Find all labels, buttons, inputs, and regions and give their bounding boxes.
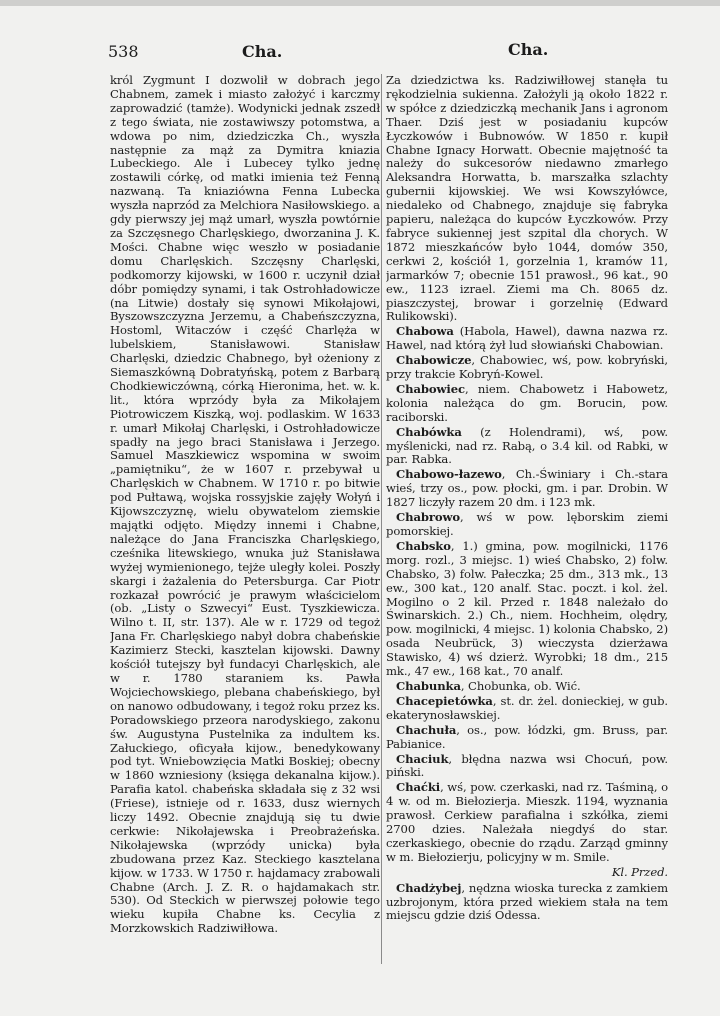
left-column <box>110 74 380 974</box>
running-head-left: Cha. <box>242 42 283 61</box>
running-head-right: Cha. <box>508 40 549 59</box>
entry-text: , Chabowiec, wś, pow. kobryński, przy trakcie Kobryń-Kowel. <box>386 353 668 382</box>
right-column <box>386 74 668 974</box>
entry-chabsko <box>386 540 668 679</box>
headword: Chabówka <box>396 424 462 439</box>
entry-text: (Habola, Hawel), dawna nazwa rz. Hawel, nad którą żył lud słowiański Chabowian. <box>386 324 668 353</box>
headword: Chabowicze <box>396 353 472 368</box>
entry-chaciuk <box>386 753 668 781</box>
entry-text: (z Holendrami), wś, pow. myślenicki, nad rz. Rabą, o 3.4 kil. od Rabki, w par. Rabka. <box>386 424 668 467</box>
entry-chabowo-lazewo <box>386 468 668 510</box>
entry-chabrowo <box>386 511 668 539</box>
headword: Chacepietówka <box>396 693 493 708</box>
left-column-text: król Zygmunt I dozwolił w dobrach jego Chabnem, zamek i miasto założyć i karczmy zaprowadzić (tamże). Wodynicki jednak zszedł z tego świata, nie zostawiwszy potomstwa, a wdowa po nim, dziedziczka Ch., wyszła następnie za mąż za Dymitra kniazia Lubeckiego. Ale i Lubecey tylko jednę zostawili córkę, od matki imienia też Fenną nazwaną. Ta kniaziówna Fenna Lubecka wyszła naprzód za Melchiora Nasiłowskiego. a gdy pierwszy jej mąż umarł, wyszła powtórnie za Szczęsnego Charlęskiego, dworzanina J. K. Mości. Chabne więc weszło w posiadanie domu Charlęskich. Szczęsny Charlęski, podkomorzy kijowski, w 1600 r. uczynił dział dóbr pomiędzy synami, i tak Ostrohładowicze (na Litwie) dostały się synowi Mikołajowi, Byszowszczyzna Jerzemu, a Chabeńszczyzna, Hostoml, Witaczów i część Charlęża w lubelskiem, Stanisławowi. Stanisław Charlęski, dziedzic Chabnego, był ożeniony z Siemaszkówną Dobratyńską, potem z Barbarą Chodkiewiczówną, córką Hieronima, het. w. k. lit., która wprzódy była za Mikołajem Piotrowiczem Kiszką, woj. podlaskim. W 1633 r. umarł Mikołaj Charlęski, i Ostrohładowicze spadły na jego braci Stanisława i Jerzego. Samuel Maszkiewicz wspomina w swoim „pamiętniku“, że w 1607 r. przebywał u Charlęskich w Chabnem. W 1710 r. po bitwie pod Pułtawą, wojska rossyjskie zajęły Wołyń i Kijowszczyznę, wielu obywatelom ziemskie majątki odjęto. Między innemi i Chabne, należące do Jana Franciszka Charlęskiego, cześnika litewskiego, wnuka już Stanisława wyżej wymienionego, tejże uległy kolei. Poszły skargi i żażalenia do Petersburga. Car Piotr rozkazał powrócić je prawym właścicielom (ob. „Listy o Szwecyi“ Eust. Tyszkiewicza. Wilno t. II, str. 137). Ale w r. 1729 od tegoż Jana Fr. Charlęskiego nabył dobra chabeńskie Kazimierz Stecki, kasztelan kijowski. Dawny kościół tutejszy był fundacyi Charlęskich, ale w r. 1780 staraniem ks. Pawła Wojciechowskiego, plebana chabeńskiego, był on nanowo odbudowany, i tegoż roku przez ks. Poradowskiego przeora narodyskiego, zakonu św. Augustyna Pustelnika za indultem ks. Załuckiego, oficyała kijow., benedykowany pod tyt. Wniebowzięcia Matki Boskiej; obecny w 1860 wzniesiony (księga dekanalna kijow.). Parafia katol. chabeńska składała się z 32 wsi (Friese), istnieje od r. 1633, dusz wiernych liczy 1492. Obecnie znajdują się tu dwie cerkwie: Nikołajewska i Preobrażeńska. Nikołajewska (wprzódy unicka) była zbudowana przez Kaz. Steckiego kasztelana kijow. w 1733. W 1750 r. hajdamacy zrabowali Chabne (Arch. J. Z. R. o hajdamakach str. 530). Od Steckich w pierwszej połowie tego wieku kupiła Chabne ks. Cecylia z Morzkowskich Radziwiłłowa. <box>110 74 380 936</box>
entry-text: , 1.) gmina, pow. mogilnicki, 1176 morg. rozl., 3 miejsc. 1) wieś Chabsko, 2) folw. Chabsko, 3) folw. Pałeczka; 25 dm., 313 mk., 13 ew., 300 kat., 120 analf. Stac. poczt. i kol. żel. Mogilno o 2 kil. Przed r. 1848 należało do Świnarskich. 2.) Ch., niem. Hochheim, olędry, pow. mogilnicki, 4 miejsc. 1) kolonia Chabsko, 2) osada Neubrück, 3) wieczysta dzierżawa Stawisko, 4) wś dzierż. Wyrobki; 18 dm., 215 mk., 47 ew., 168 kat., 70 analf. <box>386 538 668 679</box>
headword: Chabowa <box>396 324 454 339</box>
column-divider <box>381 74 382 964</box>
headword: Chachuła <box>396 722 457 737</box>
entry-chacepietowka <box>386 695 668 723</box>
entry-chabowka <box>386 426 668 468</box>
headword: Chabrowo <box>396 510 461 525</box>
entry-text: , niem. Chabowetz i Habowetz, kolonia należąca do gm. Borucin, pow. raciborski. <box>386 381 668 424</box>
entry-text: , os., pow. łódzki, gm. Bruss, par. Pabianice. <box>386 722 668 751</box>
entry-text: , wś, pow. czerkaski, nad rz. Taśminą, o 4 w. od m. Biełozierja. Mieszk. 1194, wyznania prawosł. Cerkiew parafialna i szkółka, ziemi 2700 dzies. Należała niegdyś do star. czerkaskiego, obecnie do rządu. Zarząd gminny w m. Biełozierju, policyjny w m. Smile. <box>386 780 668 864</box>
entry-chabunka <box>386 680 668 694</box>
entry-chacki <box>386 781 668 864</box>
headword: Chaćki <box>396 780 441 795</box>
entry-chadzybej <box>386 882 668 924</box>
headword: Chabunka <box>396 678 461 693</box>
entry-text: , Chobunka, ob. Wić. <box>460 678 581 693</box>
entry-chabowa <box>386 325 668 353</box>
headword: Chabowiec <box>396 381 465 396</box>
author-signature: Kl. Przed. <box>611 864 668 879</box>
entry-text: , wś w pow. lęborskim ziemi pomorskiej. <box>386 510 668 538</box>
headword: Chaciuk <box>396 751 449 766</box>
entry-chabowiec <box>386 383 668 425</box>
scan-top-edge <box>0 0 720 6</box>
page-number: 538 <box>108 42 139 61</box>
entry-text: , nędzna wioska turecka z zamkiem uzbrojonym, która przed wiekiem stała na tem miejscu gdzie dziś Odessa. <box>386 880 668 923</box>
entry-text: , błędna nazwa wsi Chocuń, pow. piński. <box>386 751 668 780</box>
entry-text: , st. dr. żel. donieckiej, w gub. ekaterynosławskiej. <box>386 693 668 722</box>
headword: Chabsko <box>396 538 451 553</box>
right-column-intro: Za dziedzictwa ks. Radziwiłłowej stanęła tu rękodzielnia sukienna. Założyli ją około 1822 r. w spółce z dziedziczką mechanik Jans i agronom Thaer. Dziś jest w posiadaniu kupców Łyczkowów i Bubnowów. W 1850 r. kupił Chabne Ignacy Horwatt. Obecnie majętność ta należy do sukcesorów niedawno zmarłego Aleksandra Horwatta, b. marszałka szlachty gubernii kijowskiej. We wsi Kowszyłówce, niedaleko od Chabnego, znajduje się fabryka papieru, należąca do kupców Łyczkowów. Przy fabryce sukiennej jest szpital dla chorych. W 1872 mieszkańców było 1044, domów 350, cerkwi 2, kościół 1, gorzelnia 1, kramów 11, jarmarków 7; obecnie 151 prawosł., 96 kat., 90 ew., 1123 izrael. Ziemi ma Ch. 8065 dz. piaszczystej, browar i gorzelnię (Edward Rulikowski). <box>386 74 668 324</box>
entry-text: , Ch.-Świniary i Ch.-stara wieś, trzy os., pow. płocki, gm. i par. Drobin. W 1827 liczyły razem 20 dm. i 123 mk. <box>386 467 668 510</box>
headword: Chabowo-łazewo <box>396 467 502 482</box>
entry-chachula <box>386 724 668 752</box>
entry-chabowicze <box>386 354 668 382</box>
page-header <box>108 38 668 64</box>
headword: Chadżybej <box>396 880 462 895</box>
